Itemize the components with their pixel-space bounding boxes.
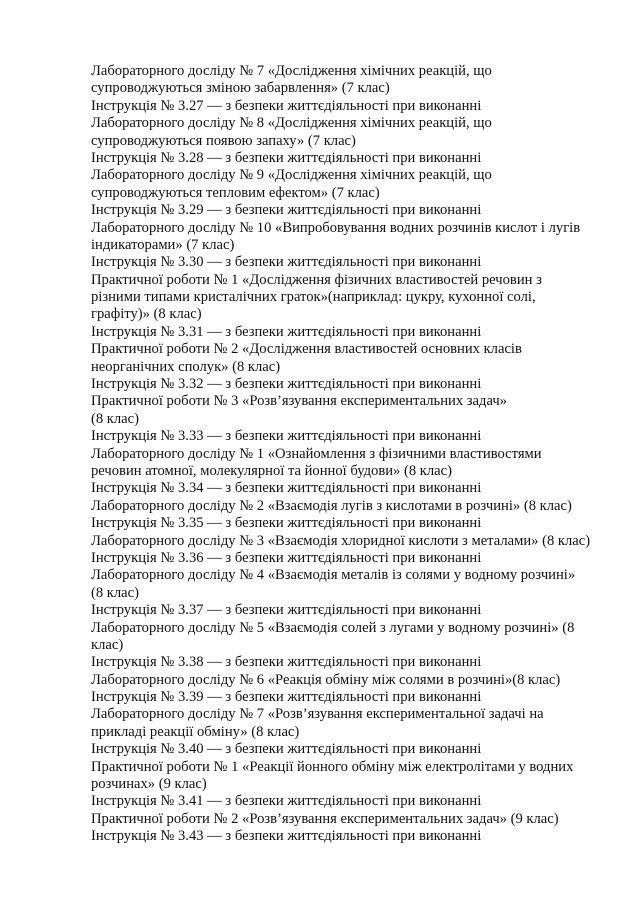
text-line: супроводжуються появою запаху» (7 клас): [91, 132, 356, 149]
text-line: Інструкція № 3.43 — з безпеки життєдіяльності при виконанні: [91, 828, 482, 845]
text-line: Практичної роботи № 1 «Дослідження фізичних властивостей речовин з: [91, 271, 542, 288]
text-line: супроводжуються зміною забарвлення» (7 клас): [91, 80, 390, 97]
text-line: розчинах» (9 клас): [91, 776, 207, 793]
text-line: Практичної роботи № 1 «Реакції йонного обміну між електролітами у водних: [91, 758, 574, 775]
text-line: Інструкція № 3.29 — з безпеки життєдіяльності при виконанні: [91, 202, 482, 219]
text-line: Інструкція № 3.36 — з безпеки життєдіяльності при виконанні: [91, 549, 482, 566]
text-line: Інструкція № 3.30 — з безпеки життєдіяльності при виконанні: [91, 254, 482, 271]
text-line: Лабораторного досліду № 9 «Дослідження хімічних реакцій, що: [91, 167, 492, 184]
text-line: індикаторами» (7 клас): [91, 236, 235, 253]
text-line: Лабораторного досліду № 7 «Дослідження хімічних реакцій, що: [91, 63, 492, 79]
text-line: графіту)» (8 клас): [91, 306, 202, 323]
text-line: Лабораторного досліду № 8 «Дослідження хімічних реакцій, що: [91, 115, 492, 132]
text-line: Лабораторного досліду № 4 «Взаємодія металів із солями у водному розчині»: [91, 567, 576, 584]
text-line: Інструкція № 3.35 — з безпеки життєдіяльності при виконанні: [91, 515, 482, 532]
text-line: речовин атомної, молекулярної та йонної будови» (8 клас): [91, 462, 452, 479]
text-line: Практичної роботи № 2 «Дослідження властивостей основних класів: [91, 341, 522, 358]
text-line: Практичної роботи № 2 «Розв’язування експериментальних задач» (9 клас): [91, 810, 559, 827]
text-line: Інструкція № 3.28 — з безпеки життєдіяльності при виконанні: [91, 149, 482, 166]
text-line: неорганічних сполук» (8 клас): [91, 358, 281, 375]
text-line: Лабораторного досліду № 6 «Реакція обміну між солями в розчині»(8 клас): [91, 671, 561, 688]
text-line: (8 клас): [91, 584, 139, 601]
text-line: Інструкція № 3.38 — з безпеки життєдіяльності при виконанні: [91, 654, 482, 671]
text-line: Інструкція № 3.37 — з безпеки життєдіяльності при виконанні: [91, 602, 482, 619]
document-text-block: [91, 63, 621, 846]
text-line: клас): [91, 636, 124, 653]
text-line: Інструкція № 3.41 — з безпеки життєдіяльності при виконанні: [91, 793, 482, 810]
text-line: (8 клас): [91, 410, 139, 427]
text-line: супроводжуються тепловим ефектом» (7 клас): [91, 184, 380, 201]
text-line: прикладі реакції обміну» (8 клас): [91, 723, 300, 740]
text-line: Лабораторного досліду № 3 «Взаємодія хлоридної кислоти з металами» (8 клас): [91, 532, 591, 549]
text-line: Інструкція № 3.33 — з безпеки життєдіяльності при виконанні: [91, 428, 482, 445]
text-line: Лабораторного досліду № 5 «Взаємодія солей з лугами у водному розчині» (8: [91, 619, 575, 636]
text-line: Інструкція № 3.32 — з безпеки життєдіяльності при виконанні: [91, 376, 482, 393]
text-line: Практичної роботи № 3 «Розв’язування експериментальних задач»: [91, 393, 507, 410]
text-line: Лабораторного досліду № 7 «Розв’язування експериментальної задачі на: [91, 706, 544, 723]
text-line: Лабораторного досліду № 1 «Ознайомлення з фізичними властивостями: [91, 445, 542, 462]
text-line: Лабораторного досліду № 2 «Взаємодія лугів з кислотами в розчині» (8 клас): [91, 497, 572, 514]
text-line: Інструкція № 3.39 — з безпеки життєдіяльності при виконанні: [91, 689, 482, 706]
text-line: Лабораторного досліду № 10 «Випробовування водних розчинів кислот і лугів: [91, 219, 581, 236]
text-line: різними типами кристалічних граток»(наприклад: цукру, кухонної солі,: [91, 289, 536, 306]
text-line: Інструкція № 3.31 — з безпеки життєдіяльності при виконанні: [91, 323, 482, 340]
text-line: Інструкція № 3.27 — з безпеки життєдіяльності при виконанні: [91, 97, 482, 114]
text-line: Інструкція № 3.40 — з безпеки життєдіяльності при виконанні: [91, 741, 482, 758]
text-line: Інструкція № 3.34 — з безпеки життєдіяльності при виконанні: [91, 480, 482, 497]
